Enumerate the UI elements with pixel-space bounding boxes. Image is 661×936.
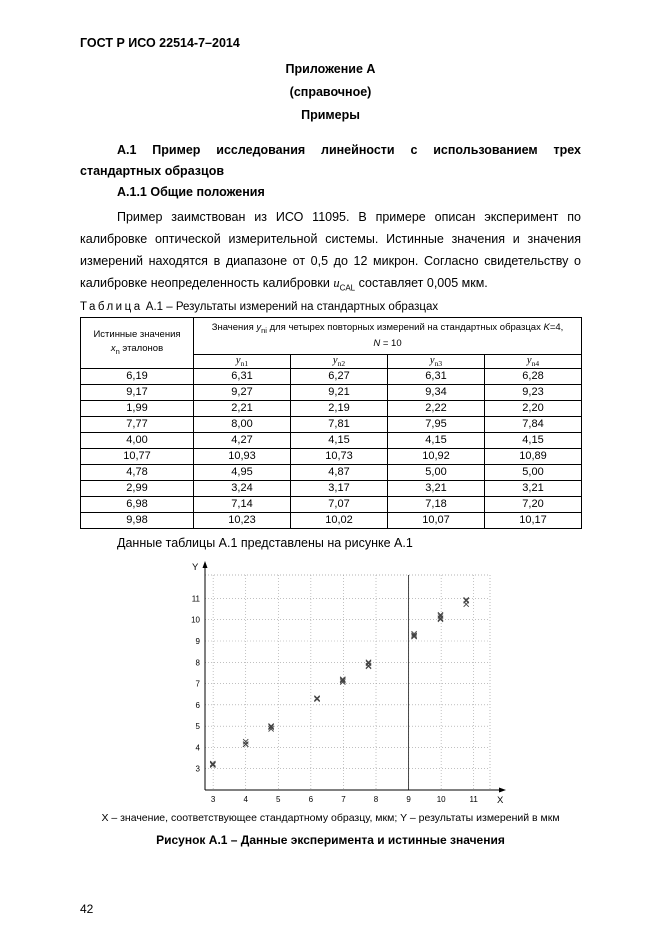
table-row: [81, 400, 582, 416]
table-cell: 4,78: [81, 464, 194, 480]
figure-note: X – значение, соответствующее стандартному образцу, мкм; Y – результаты измерений в мкм: [101, 812, 560, 824]
table-cell: 9,17: [81, 384, 194, 400]
table-cell: 5,00: [388, 464, 485, 480]
appendix-title-heading: Примеры: [301, 108, 360, 122]
table-row: [81, 384, 582, 400]
table-cell: 6,28: [485, 368, 582, 384]
measurement-table-body: [81, 368, 582, 528]
table-cell: 4,95: [194, 464, 291, 480]
table-caption-rest: А.1 – Результаты измерений на стандартных образцах: [142, 301, 439, 313]
figure-a1: [165, 560, 515, 810]
table-cell: 10,93: [194, 448, 291, 464]
table-cell: 4,15: [291, 432, 388, 448]
y-tick-label: 6: [195, 700, 200, 710]
table-cell: 2,99: [81, 480, 194, 496]
y-axis-label: Y: [192, 562, 199, 573]
table-cell: 1,99: [81, 400, 194, 416]
table-cell: 4,15: [485, 432, 582, 448]
table-cell: 7,77: [81, 416, 194, 432]
measurements-header-prefix: Значения: [211, 322, 257, 333]
table-row: [81, 496, 582, 512]
measurement-subcolumn-header: $y_{n4}$: [485, 354, 582, 368]
appendix-kind-heading: (справочное): [289, 85, 372, 99]
n-value: = 10: [380, 337, 402, 349]
y-tick-label: 4: [195, 743, 200, 753]
table-cell: 10,92: [388, 448, 485, 464]
y-tick-label: 3: [195, 764, 200, 774]
document-header: ГОСТ Р ИСО 22514-7–2014: [80, 36, 240, 50]
table-cell: 4,27: [194, 432, 291, 448]
measurements-column-header: [194, 318, 582, 355]
paragraph-text-part1: Пример заимствован из ИСО 11095. В примере описан эксперимент по калибровке оптической измерительной системы. Истинные значения и значения измерений находятся в диапазоне от 0,5 до 12 микрон. Согласно свидетельству о калибровке неопределенность калибровки: [80, 210, 581, 290]
table-cell: 7,18: [388, 496, 485, 512]
table-cell: 6,31: [194, 368, 291, 384]
table-cell: 10,02: [291, 512, 388, 528]
table-cell: 6,31: [388, 368, 485, 384]
x-tick-label: 9: [406, 795, 411, 804]
table-cell: 2,21: [194, 400, 291, 416]
table-cell: 7,07: [291, 496, 388, 512]
y-tick-label: 11: [191, 594, 200, 604]
measurement-subcolumn-header: $y_{n3}$: [388, 354, 485, 368]
y-tick-label: 5: [195, 722, 200, 732]
uncertainty-variable: u: [333, 276, 340, 290]
table-cell: 3,21: [485, 480, 582, 496]
table-cell: 8,00: [194, 416, 291, 432]
table-cell: 6,27: [291, 368, 388, 384]
table-cell: 2,19: [291, 400, 388, 416]
table-cell: 6,19: [81, 368, 194, 384]
table-cell: 7,95: [388, 416, 485, 432]
x-axis-arrow: [499, 788, 506, 793]
table-cell: 9,98: [81, 512, 194, 528]
x-tick-label: 11: [469, 795, 478, 804]
n-variable: N: [373, 337, 381, 349]
paragraph-text-part2: составляет 0,005 мкм.: [355, 276, 488, 290]
figure-intro-text: Данные таблицы А.1 представлены на рисунке А.1: [117, 536, 413, 550]
y-tick-label: 9: [195, 636, 200, 646]
table-cell: 3,17: [291, 480, 388, 496]
table-cell: 9,27: [194, 384, 291, 400]
table-cell: 10,07: [388, 512, 485, 528]
table-cell: 7,20: [485, 496, 582, 512]
measurement-subcolumn-header: $y_{n1}$: [194, 354, 291, 368]
y-tick-label: 10: [191, 615, 200, 625]
measurements-header-middle: для четырех повторных измерений на стандартных образцах: [266, 322, 544, 333]
x-tick-label: 3: [210, 795, 216, 804]
section-a11-title: А.1.1 Общие положения: [117, 185, 265, 199]
y-variable: y: [256, 322, 262, 333]
y-variable-subscript: ni: [261, 325, 267, 335]
x-tick-label: 6: [308, 795, 314, 804]
table-cell: 2,22: [388, 400, 485, 416]
x-tick-label: 10: [436, 795, 446, 804]
table-row: [81, 416, 582, 432]
measurement-table: [80, 317, 582, 529]
table-cell: 2,20: [485, 400, 582, 416]
y-tick-label: 7: [195, 679, 200, 689]
page-number: 42: [80, 902, 94, 916]
table-cell: 7,84: [485, 416, 582, 432]
true-values-header-line2: эталонов: [119, 342, 164, 354]
table-cell: 5,00: [485, 464, 582, 480]
k-value: =4,: [549, 322, 564, 333]
measurement-subcolumn-header: $y_{n2}$: [291, 354, 388, 368]
table-header-row: [81, 318, 582, 355]
figure-caption: Рисунок А.1 – Данные эксперимента и истинные значения: [156, 833, 505, 847]
table-cell: 7,81: [291, 416, 388, 432]
x-tick-label: 5: [276, 795, 281, 804]
table-cell: 4,15: [388, 432, 485, 448]
table-cell: 10,89: [485, 448, 582, 464]
section-a1-title: А.1 Пример исследования линейности с использованием трех стандартных образцов: [80, 143, 581, 178]
table-caption-word: Таблица: [80, 301, 143, 313]
table-cell: 10,23: [194, 512, 291, 528]
table-cell: 9,21: [291, 384, 388, 400]
x-axis-label: X: [497, 795, 504, 806]
table-cell: 9,23: [485, 384, 582, 400]
x-tick-label: 4: [243, 795, 248, 804]
table-cell: 3,21: [388, 480, 485, 496]
table-row: [81, 432, 582, 448]
x-variable-subscript: n: [115, 346, 120, 356]
table-cell: 7,14: [194, 496, 291, 512]
table-cell: 10,77: [81, 448, 194, 464]
x-tick-label: 8: [373, 795, 379, 804]
table-row: [81, 480, 582, 496]
table-row: [81, 512, 582, 528]
table-row: [81, 368, 582, 384]
uncertainty-variable-subscript: CAL: [339, 283, 356, 293]
table-cell: 4,87: [291, 464, 388, 480]
y-axis-arrow: [203, 561, 208, 568]
table-caption: [80, 301, 438, 313]
y-tick-label: 8: [195, 658, 200, 668]
table-cell: 3,24: [194, 480, 291, 496]
true-values-column-header: [81, 318, 194, 369]
table-cell: 10,17: [485, 512, 582, 528]
k-variable: K: [543, 322, 550, 333]
table-cell: 4,00: [81, 432, 194, 448]
table-cell: 9,34: [388, 384, 485, 400]
plot-frame: [205, 575, 490, 790]
table-row: [81, 448, 582, 464]
intro-paragraph: [80, 206, 581, 300]
table-cell: 6,98: [81, 496, 194, 512]
scatter-chart: [165, 560, 515, 810]
appendix-heading: Приложение А: [285, 62, 376, 76]
table-cell: 10,73: [291, 448, 388, 464]
x-variable: x: [110, 342, 116, 354]
x-tick-label: 7: [341, 795, 346, 804]
true-values-header-line1: Истинные значения: [93, 329, 181, 341]
table-row: [81, 464, 582, 480]
